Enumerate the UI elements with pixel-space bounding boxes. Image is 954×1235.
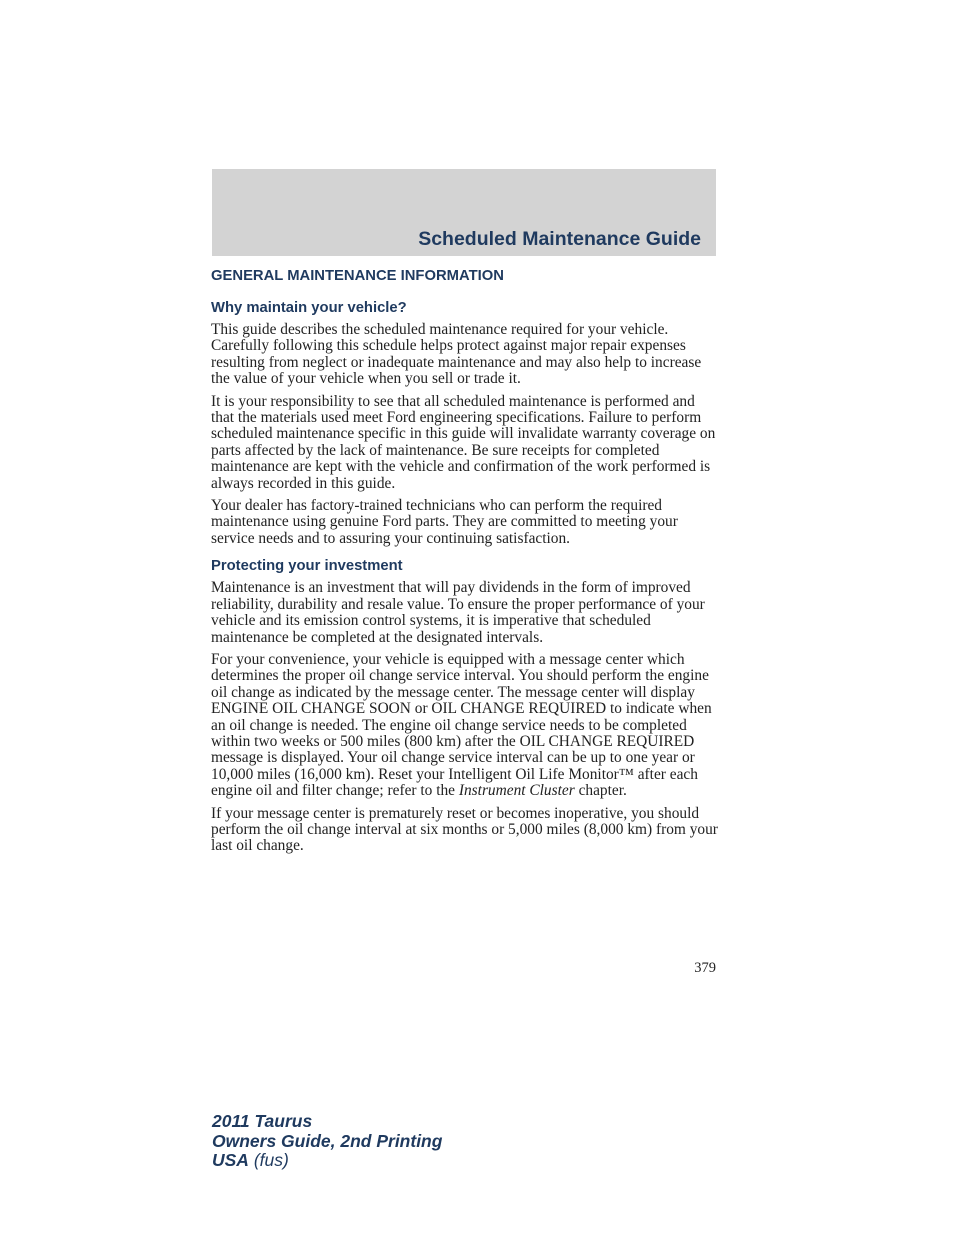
page-content (211, 266, 719, 861)
section-title: GENERAL MAINTENANCE INFORMATION (211, 268, 504, 284)
paragraph-protecting-2 (211, 652, 719, 800)
paragraph-protecting-1: Maintenance is an investment that will pay dividends in the form of improved reliability, durability and resale value. To ensure the proper performance of your vehicle and its emission control systems, it is imperative that scheduled maintenance be completed at the designated intervals. (211, 579, 705, 646)
paragraph-why-maintain-1: This guide describes the scheduled maintenance required for your vehicle. Carefully following this schedule helps protect against major repair expenses resulting from neglect or inadequate maintenance and may also help to increase the value of your vehicle when you sell or trade it. (211, 321, 702, 388)
footer-edition: Owners Guide, 2nd Printing (212, 1130, 443, 1151)
paragraph-protecting-3: If your message center is prematurely reset or becomes inoperative, you should perform the oil change interval at six months or 5,000 miles (8,000 km) from your last oil change. (211, 804, 718, 855)
paragraph-protecting-2-end: chapter. (574, 782, 627, 800)
chapter-header-band (212, 169, 716, 256)
footer-publication-info (212, 1112, 442, 1171)
page-number: 379 (694, 960, 716, 976)
paragraph-protecting-2-main: For your convenience, your vehicle is equipped with a message center which determines the proper oil change service interval. You should perform the engine oil change as indicated by the message center. The message center will display ENGINE OIL CHANGE SOON or OIL CHANGE REQUIRED to indicate when an oil change is needed. The engine oil change service needs to be completed within two weeks or 500 miles (800 km) after the OIL CHANGE REQUIRED message is displayed. Your oil change service interval can be up to one year or 10,000 miles (16,000 km). Reset your Intelligent Oil Life Monitor™ after each engine oil and filter change; refer to the (211, 650, 712, 800)
paragraph-why-maintain-2: It is your responsibility to see that all scheduled maintenance is performed and that the materials used meet Ford engineering specifications. Failure to perform scheduled maintenance specific in this guide will invalidate warranty coverage on parts affected by the lack of maintenance. Be sure receipts for completed maintenance are kept with the vehicle and confirmation of the work performed is always recorded in this guide. (211, 392, 716, 492)
paragraph-why-maintain-3: Your dealer has factory-trained technicians who can perform the required maintenance using genuine Ford parts. They are committed to meeting your service needs and to assuring your continuing satisfaction. (211, 497, 678, 547)
subsection-title-why-maintain: Why maintain your vehicle? (211, 300, 407, 316)
instrument-cluster-reference: Instrument Cluster (458, 782, 575, 800)
footer-model: 2011 Taurus (212, 1111, 313, 1131)
footer-region (212, 1151, 442, 1171)
chapter-title: Scheduled Maintenance Guide (418, 228, 701, 250)
footer-region-code: (fus) (248, 1150, 289, 1170)
subsection-title-protecting: Protecting your investment (211, 558, 403, 575)
footer-region-name: USA (212, 1150, 249, 1170)
